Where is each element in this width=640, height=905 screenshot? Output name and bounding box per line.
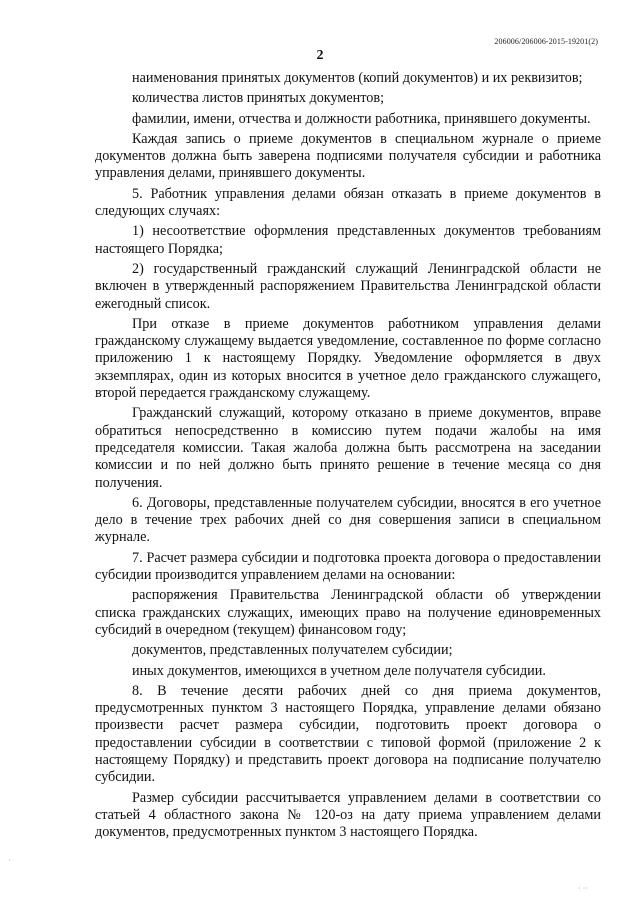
paragraph-7: 2) государственный гражданский служащий Ленинградской области не включен в утвержденный распоряжением Правительства Ленинградской области ежегодный список. <box>95 260 601 312</box>
paragraph-9: Гражданский служащий, которому отказано в приеме документов, вправе обратиться непосредственно в комиссию путем подачи жалобы на имя председателя комиссии. Такая жалоба должна быть рассмотрена на заседании комиссии и по ней должно быть принято решение в течение месяца со дня получения. <box>95 405 601 491</box>
paragraph-11: 7. Расчет размера субсидии и подготовка проекта договора о предоставлении субсидии производится управлением делами на основании: <box>95 549 601 584</box>
paragraph-4: Каждая запись о приеме документов в специальном журнале о приеме документов должна быть заверена подписями получателя субсидии и работника управления делами, принявшего документы. <box>95 130 601 182</box>
paragraph-5: 5. Работник управления делами обязан отказать в приеме документов в следующих случаях: <box>95 185 601 220</box>
paragraph-6: 1) несоответствие оформления представленных документов требованиям настоящего Порядка; <box>95 223 601 257</box>
paragraph-8: При отказе в приеме документов работником управления делами гражданскому служащему выдается уведомление, составленное по форме согласно приложению 1 к настоящему Порядку. Уведомление оформляется в двух экземплярах, один из которых вносится в учетное дело гражданского служащего, второй передается гражданскому служащему. <box>95 315 601 402</box>
paragraph-10: 6. Договоры, представленные получателем субсидии, вносятся в его учетное дело в течение трех рабочих дней со дня совершения записи в специальном журнале. <box>95 494 601 546</box>
document-body <box>95 70 601 841</box>
paragraph-14: иных документов, имеющихся в учетном деле получателя субсидии. <box>132 662 546 679</box>
document-code: 206006/206006-2015-19201(2) <box>494 37 598 46</box>
paragraph-15: 8. В течение десяти рабочих дней со дня приема документов, предусмотренных пунктом 3 настоящего Порядка, управление делами обязано произвести расчет размера субсидии, подготовить проект договора о предоставлении субсидии в соответствии с типовой формой (приложение 2 к настоящему Порядку) и представить проект договора на подписание получателю субсидии. <box>95 682 601 786</box>
paragraph-13: документов, представленных получателем субсидии; <box>132 642 453 659</box>
scan-speck: · ·· <box>578 884 588 893</box>
paragraph-12: распоряжения Правительства Ленинградской области об утверждении списка гражданских служащих, имеющих право на получение единовременных субсидий в очередном (текущем) финансовом году; <box>95 587 601 638</box>
page-number: 2 <box>316 48 324 63</box>
scan-speck: · <box>8 856 11 865</box>
paragraph-2: количества листов принятых документов; <box>132 90 385 107</box>
paragraph-1: наименования принятых документов (копий документов) и их реквизитов; <box>132 70 583 86</box>
paragraph-16: Размер субсидии рассчитывается управлением делами в соответствии со статьей 4 областного закона № 120-оз на дату приема управлением делами документов, предусмотренных пунктом 3 настоящего Порядка. <box>95 789 601 841</box>
paragraph-3: фамилии, имени, отчества и должности работника, принявшего документы. <box>132 110 591 127</box>
